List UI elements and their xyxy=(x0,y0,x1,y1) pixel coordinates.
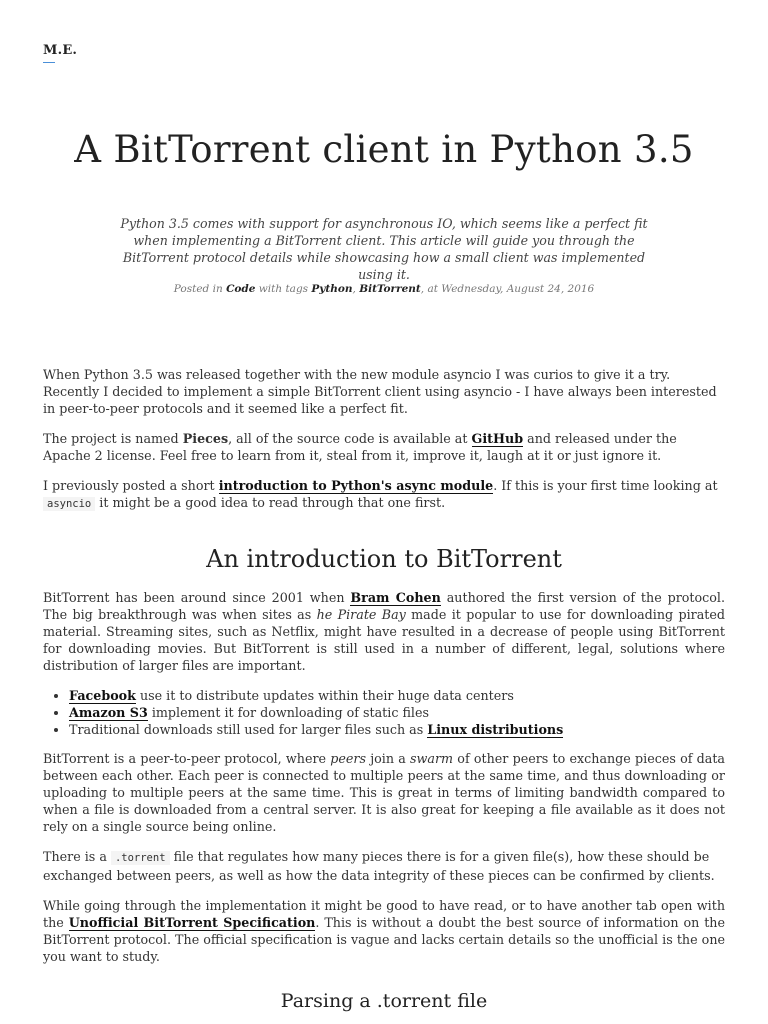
inline-code-asyncio: asyncio xyxy=(43,497,95,511)
text: and released under the Apache 2 license. Feel free to learn from it, steal from it, improve it, laugh at it or just ignore it. xyxy=(43,431,677,463)
github-link[interactable]: GitHub xyxy=(471,431,524,446)
paragraph-history xyxy=(43,589,725,674)
section-heading: An introduction to BitTorrent xyxy=(206,545,562,573)
paragraph-project xyxy=(43,430,725,464)
meta-with-tags: with tags xyxy=(258,283,309,295)
text: of other peers to exchange pieces of data between each other. Each peer is connected to multiple peers at the same time, and thus downloading or uploading to multiple peers at the same time. This is great in terms of limiting bandwidth compared to when a file is downloaded from a central server. It is also great for keeping a file available as it does not rely on a single source being online. xyxy=(43,751,726,834)
brand-link[interactable]: M.E. xyxy=(43,43,78,58)
project-name: Pieces xyxy=(182,431,229,446)
meta-tag-bittorrent[interactable]: BitTorrent xyxy=(359,283,421,295)
paragraph-previous-post xyxy=(43,477,725,513)
text: I previously posted a short xyxy=(43,478,219,493)
facebook-link[interactable]: Facebook xyxy=(69,688,136,703)
article-title: A BitTorrent client in Python 3.5 xyxy=(74,128,694,171)
pirate-bay-text: he Pirate Bay xyxy=(316,607,406,622)
text: implement it for downloading of static files xyxy=(147,705,430,720)
unofficial-spec-link[interactable]: Unofficial BitTorrent Specification xyxy=(68,915,316,930)
meta-tag-separator: , xyxy=(352,283,356,295)
meta-tag-python[interactable]: Python xyxy=(311,283,353,295)
inline-code-torrent: .torrent xyxy=(111,851,170,865)
paragraph-intro: When Python 3.5 was released together with the new module asyncio I was curios to give it a try. Recently I decided to implement a simple BitTorrent client using asyncio - I have always been interested in peer-to-peer protocols and it seemed like a perfect fit. xyxy=(43,367,717,416)
text: authored the first version of the protocol. The big breakthrough was when sites as xyxy=(43,590,725,622)
async-intro-link[interactable]: introduction to Python's async module xyxy=(218,478,494,493)
article-body xyxy=(43,366,725,1010)
text: file that regulates how many pieces there is for a given file(s), how these should be exchanged between peers, as well as how the data integrity of these pieces can be confirmed by clients. xyxy=(43,849,715,883)
linux-distributions-link[interactable]: Linux distributions xyxy=(427,722,564,737)
text: BitTorrent has been around since 2001 when xyxy=(43,590,351,605)
text: use it to distribute updates within their huge data centers xyxy=(135,688,514,703)
text: made it popular to use for downloading pirated material. Streaming sites, such as Netflix, might have resulted in a decrease of people using BitTorrent for downloading movies. But BitTorrent is still used in a number of different, legal, solutions where distribution of larger files are important. xyxy=(43,607,725,673)
meta-date: , at Wednesday, August 24, 2016 xyxy=(420,283,595,295)
amazon-s3-link[interactable]: Amazon S3 xyxy=(69,705,148,720)
paragraph-protocol xyxy=(43,750,725,835)
swarm-term: swarm xyxy=(410,751,454,766)
paragraph-specification xyxy=(43,897,725,965)
text: it might be a good idea to read through that one first. xyxy=(95,495,446,510)
subsection-heading: Parsing a .torrent file xyxy=(280,990,488,1012)
text: join a xyxy=(365,751,411,766)
post-meta xyxy=(0,283,768,295)
paragraph-torrent-file xyxy=(43,848,725,884)
text: The project is named xyxy=(43,431,183,446)
text: While going through the implementation it might be good to have read, or to have another tab open with the xyxy=(43,898,725,930)
list-item xyxy=(69,687,725,704)
text: , all of the source code is available at xyxy=(228,431,472,446)
list-item xyxy=(69,704,725,721)
list-item xyxy=(69,721,725,738)
text: BitTorrent is a peer-to-peer protocol, where xyxy=(43,751,331,766)
text: There is a xyxy=(43,849,111,864)
usage-list xyxy=(43,687,725,738)
text: . This is without a doubt the best source of information on the BitTorrent protocol. The official specification is vague and lacks certain details so the unofficial is the one you want to study. xyxy=(43,915,725,964)
text: . If this is your first time looking at xyxy=(493,478,718,493)
brand-underline xyxy=(43,62,55,63)
article-lead: Python 3.5 comes with support for asynchronous IO, which seems like a perfect fit when implementing a BitTorrent client. This article will guide you through the BitTorrent protocol details while showcasing how a small client was implemented using it. xyxy=(120,216,648,282)
peers-term: peers xyxy=(330,751,366,766)
meta-posted-in: Posted in xyxy=(173,283,223,295)
text: Traditional downloads still used for larger files such as xyxy=(69,722,428,737)
bram-cohen-link[interactable]: Bram Cohen xyxy=(350,590,441,605)
meta-category-link[interactable]: Code xyxy=(226,283,256,295)
